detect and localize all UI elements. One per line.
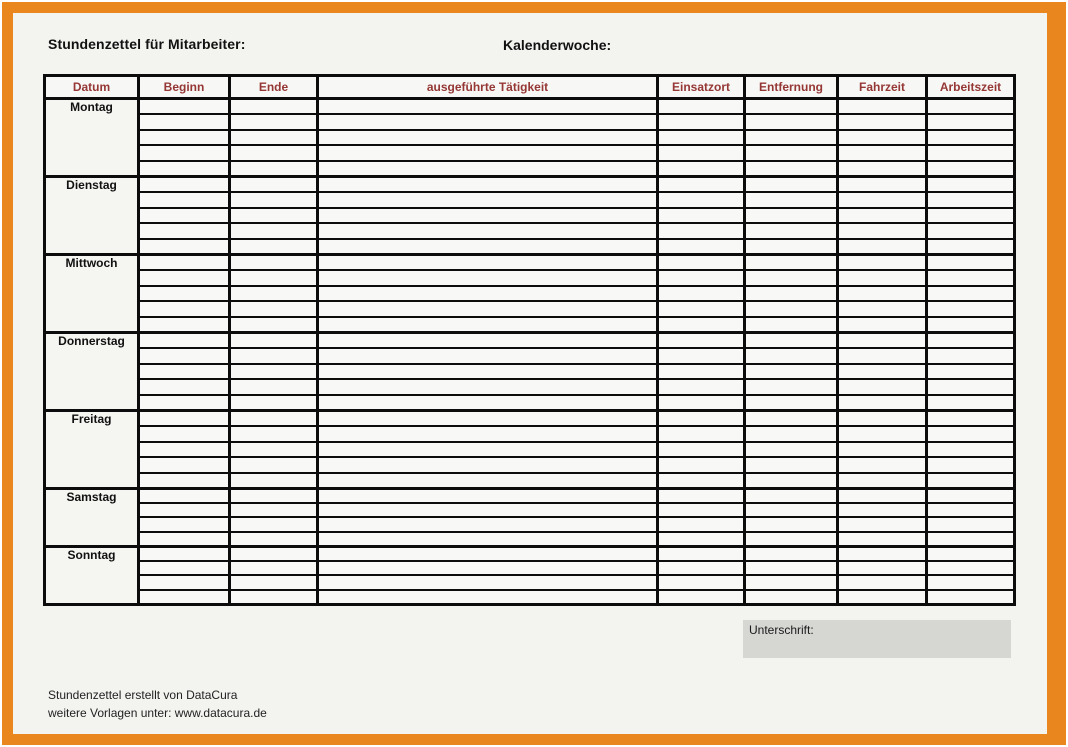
entry-cell-donnerstag[interactable]	[745, 379, 838, 395]
entry-cell-sonntag[interactable]	[139, 546, 230, 561]
entry-cell-donnerstag[interactable]	[139, 348, 230, 364]
table-row	[45, 517, 1015, 532]
table-row	[45, 590, 1015, 605]
entry-cell-sonntag[interactable]	[139, 561, 230, 576]
entry-cell-donnerstag[interactable]	[230, 364, 318, 380]
entry-cell-samstag[interactable]	[658, 517, 745, 532]
entry-cell-dienstag[interactable]	[927, 208, 1015, 224]
entry-cell-dienstag[interactable]	[230, 192, 318, 208]
footer-line-2: weitere Vorlagen unter: www.datacura.de	[48, 706, 267, 720]
table-row	[45, 575, 1015, 590]
entry-cell-mittwoch[interactable]	[318, 317, 658, 333]
entry-cell-dienstag[interactable]	[658, 176, 745, 192]
entry-cell-montag[interactable]	[139, 130, 230, 146]
entry-cell-sonntag[interactable]	[658, 590, 745, 605]
table-row	[45, 286, 1015, 302]
entry-cell-samstag[interactable]	[139, 517, 230, 532]
entry-cell-montag[interactable]	[745, 145, 838, 161]
entry-cell-freitag[interactable]	[139, 410, 230, 426]
entry-cell-montag[interactable]	[318, 145, 658, 161]
entry-cell-montag[interactable]	[838, 161, 927, 177]
entry-cell-mittwoch[interactable]	[745, 286, 838, 302]
entry-cell-mittwoch[interactable]	[658, 270, 745, 286]
entry-cell-mittwoch[interactable]	[139, 317, 230, 333]
entry-cell-donnerstag[interactable]	[658, 364, 745, 380]
entry-cell-mittwoch[interactable]	[318, 254, 658, 270]
table-row	[45, 254, 1015, 270]
entry-cell-dienstag[interactable]	[927, 192, 1015, 208]
entry-cell-montag[interactable]	[318, 161, 658, 177]
entry-cell-mittwoch[interactable]	[927, 254, 1015, 270]
entry-cell-samstag[interactable]	[318, 488, 658, 503]
entry-cell-donnerstag[interactable]	[139, 395, 230, 411]
entry-cell-sonntag[interactable]	[658, 561, 745, 576]
table-row	[45, 364, 1015, 380]
entry-cell-donnerstag[interactable]	[318, 379, 658, 395]
entry-cell-montag[interactable]	[927, 130, 1015, 146]
entry-cell-montag[interactable]	[139, 114, 230, 130]
entry-cell-sonntag[interactable]	[230, 546, 318, 561]
entry-cell-sonntag[interactable]	[318, 590, 658, 605]
table-row	[45, 223, 1015, 239]
entry-cell-freitag[interactable]	[745, 410, 838, 426]
column-header-6: Entfernung	[745, 76, 838, 99]
entry-cell-freitag[interactable]	[318, 410, 658, 426]
entry-cell-donnerstag[interactable]	[745, 395, 838, 411]
entry-cell-dienstag[interactable]	[745, 192, 838, 208]
entry-cell-freitag[interactable]	[658, 473, 745, 489]
entry-cell-mittwoch[interactable]	[139, 270, 230, 286]
entry-cell-montag[interactable]	[745, 130, 838, 146]
entry-cell-dienstag[interactable]	[927, 239, 1015, 255]
entry-cell-samstag[interactable]	[838, 503, 927, 518]
table-row	[45, 546, 1015, 561]
entry-cell-freitag[interactable]	[318, 426, 658, 442]
entry-cell-montag[interactable]	[230, 130, 318, 146]
table-row	[45, 532, 1015, 547]
entry-cell-montag[interactable]	[230, 145, 318, 161]
entry-cell-mittwoch[interactable]	[230, 301, 318, 317]
entry-cell-donnerstag[interactable]	[139, 364, 230, 380]
entry-cell-donnerstag[interactable]	[230, 379, 318, 395]
entry-cell-sonntag[interactable]	[230, 575, 318, 590]
entry-cell-donnerstag[interactable]	[139, 379, 230, 395]
entry-cell-samstag[interactable]	[927, 532, 1015, 547]
entry-cell-montag[interactable]	[230, 114, 318, 130]
entry-cell-donnerstag[interactable]	[927, 364, 1015, 380]
entry-cell-samstag[interactable]	[745, 503, 838, 518]
entry-cell-freitag[interactable]	[927, 426, 1015, 442]
entry-cell-montag[interactable]	[658, 99, 745, 115]
entry-cell-sonntag[interactable]	[745, 590, 838, 605]
table-row	[45, 348, 1015, 364]
entry-cell-donnerstag[interactable]	[230, 332, 318, 348]
column-header-5: Einsatzort	[658, 76, 745, 99]
entry-cell-sonntag[interactable]	[838, 561, 927, 576]
entry-cell-sonntag[interactable]	[927, 546, 1015, 561]
table-row	[45, 473, 1015, 489]
entry-cell-freitag[interactable]	[745, 473, 838, 489]
entry-cell-donnerstag[interactable]	[838, 348, 927, 364]
entry-cell-montag[interactable]	[927, 145, 1015, 161]
entry-cell-dienstag[interactable]	[139, 176, 230, 192]
entry-cell-freitag[interactable]	[139, 473, 230, 489]
entry-cell-dienstag[interactable]	[745, 223, 838, 239]
entry-cell-mittwoch[interactable]	[658, 317, 745, 333]
entry-cell-mittwoch[interactable]	[927, 270, 1015, 286]
table-row	[45, 208, 1015, 224]
entry-cell-donnerstag[interactable]	[838, 395, 927, 411]
entry-cell-freitag[interactable]	[139, 442, 230, 458]
entry-cell-mittwoch[interactable]	[230, 286, 318, 302]
entry-cell-dienstag[interactable]	[838, 223, 927, 239]
entry-cell-donnerstag[interactable]	[318, 348, 658, 364]
entry-cell-donnerstag[interactable]	[658, 332, 745, 348]
calendar-week-label: Kalenderwoche:	[503, 37, 612, 53]
entry-cell-montag[interactable]	[745, 161, 838, 177]
column-header-4: ausgeführte Tätigkeit	[318, 76, 658, 99]
table-row	[45, 442, 1015, 458]
entry-cell-montag[interactable]	[139, 145, 230, 161]
entry-cell-mittwoch[interactable]	[318, 301, 658, 317]
signature-label: Unterschrift:	[749, 623, 814, 637]
entry-cell-mittwoch[interactable]	[745, 254, 838, 270]
entry-cell-freitag[interactable]	[658, 442, 745, 458]
entry-cell-donnerstag[interactable]	[658, 348, 745, 364]
entry-cell-dienstag[interactable]	[139, 208, 230, 224]
column-header-1: Datum	[45, 76, 139, 99]
entry-cell-donnerstag[interactable]	[658, 395, 745, 411]
entry-cell-sonntag[interactable]	[318, 561, 658, 576]
entry-cell-dienstag[interactable]	[838, 239, 927, 255]
entry-cell-mittwoch[interactable]	[745, 301, 838, 317]
entry-cell-sonntag[interactable]	[745, 575, 838, 590]
entry-cell-donnerstag[interactable]	[927, 379, 1015, 395]
entry-cell-dienstag[interactable]	[838, 192, 927, 208]
entry-cell-donnerstag[interactable]	[745, 364, 838, 380]
entry-cell-samstag[interactable]	[745, 532, 838, 547]
column-header-7: Fahrzeit	[838, 76, 927, 99]
entry-cell-freitag[interactable]	[745, 442, 838, 458]
entry-cell-samstag[interactable]	[230, 517, 318, 532]
entry-cell-montag[interactable]	[745, 114, 838, 130]
entry-cell-dienstag[interactable]	[230, 176, 318, 192]
entry-cell-mittwoch[interactable]	[318, 270, 658, 286]
footer	[48, 686, 267, 722]
header-row	[45, 76, 1015, 99]
entry-cell-freitag[interactable]	[658, 426, 745, 442]
entry-cell-donnerstag[interactable]	[230, 395, 318, 411]
entry-cell-dienstag[interactable]	[318, 176, 658, 192]
entry-cell-samstag[interactable]	[927, 488, 1015, 503]
entry-cell-samstag[interactable]	[838, 517, 927, 532]
entry-cell-donnerstag[interactable]	[318, 395, 658, 411]
table-row	[45, 192, 1015, 208]
page-title: Stundenzettel für Mitarbeiter:	[48, 36, 246, 52]
entry-cell-mittwoch[interactable]	[139, 286, 230, 302]
entry-cell-freitag[interactable]	[927, 473, 1015, 489]
entry-cell-samstag[interactable]	[658, 503, 745, 518]
entry-cell-montag[interactable]	[658, 114, 745, 130]
entry-cell-sonntag[interactable]	[838, 575, 927, 590]
entry-cell-mittwoch[interactable]	[658, 301, 745, 317]
entry-cell-donnerstag[interactable]	[927, 395, 1015, 411]
table-row	[45, 395, 1015, 411]
entry-cell-sonntag[interactable]	[318, 546, 658, 561]
entry-cell-mittwoch[interactable]	[230, 270, 318, 286]
entry-cell-samstag[interactable]	[139, 488, 230, 503]
entry-cell-donnerstag[interactable]	[318, 332, 658, 348]
entry-cell-freitag[interactable]	[230, 426, 318, 442]
entry-cell-freitag[interactable]	[927, 442, 1015, 458]
entry-cell-mittwoch[interactable]	[139, 254, 230, 270]
entry-cell-donnerstag[interactable]	[838, 364, 927, 380]
entry-cell-mittwoch[interactable]	[318, 286, 658, 302]
entry-cell-donnerstag[interactable]	[745, 332, 838, 348]
entry-cell-dienstag[interactable]	[927, 223, 1015, 239]
entry-cell-freitag[interactable]	[318, 457, 658, 473]
entry-cell-freitag[interactable]	[230, 457, 318, 473]
entry-cell-montag[interactable]	[139, 99, 230, 115]
entry-cell-freitag[interactable]	[745, 457, 838, 473]
entry-cell-mittwoch[interactable]	[927, 317, 1015, 333]
entry-cell-sonntag[interactable]	[927, 590, 1015, 605]
entry-cell-montag[interactable]	[838, 145, 927, 161]
entry-cell-dienstag[interactable]	[658, 223, 745, 239]
entry-cell-dienstag[interactable]	[230, 239, 318, 255]
entry-cell-samstag[interactable]	[658, 532, 745, 547]
entry-cell-freitag[interactable]	[838, 457, 927, 473]
entry-cell-dienstag[interactable]	[318, 208, 658, 224]
day-label-dienstag: Dienstag	[45, 176, 139, 254]
entry-cell-donnerstag[interactable]	[838, 332, 927, 348]
entry-cell-dienstag[interactable]	[658, 208, 745, 224]
table-row	[45, 114, 1015, 130]
entry-cell-freitag[interactable]	[658, 410, 745, 426]
entry-cell-dienstag[interactable]	[318, 192, 658, 208]
entry-cell-freitag[interactable]	[658, 457, 745, 473]
entry-cell-freitag[interactable]	[139, 426, 230, 442]
entry-cell-dienstag[interactable]	[139, 239, 230, 255]
entry-cell-samstag[interactable]	[318, 517, 658, 532]
table-row	[45, 457, 1015, 473]
entry-cell-samstag[interactable]	[318, 532, 658, 547]
table-row	[45, 145, 1015, 161]
entry-cell-samstag[interactable]	[658, 488, 745, 503]
entry-cell-sonntag[interactable]	[658, 546, 745, 561]
entry-cell-mittwoch[interactable]	[838, 317, 927, 333]
entry-cell-montag[interactable]	[927, 99, 1015, 115]
entry-cell-freitag[interactable]	[838, 426, 927, 442]
entry-cell-sonntag[interactable]	[139, 590, 230, 605]
entry-cell-mittwoch[interactable]	[658, 254, 745, 270]
entry-cell-montag[interactable]	[230, 99, 318, 115]
entry-cell-freitag[interactable]	[230, 473, 318, 489]
footer-line-1: Stundenzettel erstellt von DataCura	[48, 688, 238, 702]
entry-cell-sonntag[interactable]	[838, 590, 927, 605]
entry-cell-mittwoch[interactable]	[230, 317, 318, 333]
entry-cell-sonntag[interactable]	[927, 561, 1015, 576]
entry-cell-dienstag[interactable]	[230, 223, 318, 239]
entry-cell-dienstag[interactable]	[658, 239, 745, 255]
entry-cell-donnerstag[interactable]	[139, 332, 230, 348]
entry-cell-montag[interactable]	[658, 130, 745, 146]
entry-cell-samstag[interactable]	[139, 532, 230, 547]
entry-cell-montag[interactable]	[838, 114, 927, 130]
entry-cell-mittwoch[interactable]	[838, 301, 927, 317]
column-header-2: Beginn	[139, 76, 230, 99]
entry-cell-freitag[interactable]	[318, 442, 658, 458]
entry-cell-mittwoch[interactable]	[745, 317, 838, 333]
entry-cell-freitag[interactable]	[318, 473, 658, 489]
entry-cell-dienstag[interactable]	[745, 176, 838, 192]
entry-cell-sonntag[interactable]	[838, 546, 927, 561]
entry-cell-dienstag[interactable]	[658, 192, 745, 208]
entry-cell-samstag[interactable]	[838, 488, 927, 503]
entry-cell-montag[interactable]	[838, 130, 927, 146]
entry-cell-mittwoch[interactable]	[838, 254, 927, 270]
entry-cell-sonntag[interactable]	[927, 575, 1015, 590]
entry-cell-sonntag[interactable]	[745, 546, 838, 561]
entry-cell-mittwoch[interactable]	[927, 286, 1015, 302]
entry-cell-samstag[interactable]	[230, 532, 318, 547]
table-row	[45, 488, 1015, 503]
signature-box[interactable]	[743, 620, 1011, 658]
entry-cell-mittwoch[interactable]	[658, 286, 745, 302]
column-header-8: Arbeitszeit	[927, 76, 1015, 99]
entry-cell-montag[interactable]	[318, 114, 658, 130]
entry-cell-samstag[interactable]	[927, 503, 1015, 518]
table-row	[45, 130, 1015, 146]
table-row	[45, 426, 1015, 442]
table-row	[45, 99, 1015, 115]
entry-cell-donnerstag[interactable]	[927, 332, 1015, 348]
entry-cell-samstag[interactable]	[745, 488, 838, 503]
entry-cell-sonntag[interactable]	[318, 575, 658, 590]
entry-cell-dienstag[interactable]	[230, 208, 318, 224]
orange-frame	[2, 2, 1066, 745]
entry-cell-dienstag[interactable]	[318, 223, 658, 239]
entry-cell-freitag[interactable]	[230, 410, 318, 426]
table-row	[45, 379, 1015, 395]
timesheet-table	[43, 74, 1016, 606]
entry-cell-mittwoch[interactable]	[230, 254, 318, 270]
entry-cell-samstag[interactable]	[838, 532, 927, 547]
entry-cell-donnerstag[interactable]	[927, 348, 1015, 364]
entry-cell-donnerstag[interactable]	[658, 379, 745, 395]
entry-cell-dienstag[interactable]	[139, 192, 230, 208]
day-label-donnerstag: Donnerstag	[45, 332, 139, 410]
table-row	[45, 301, 1015, 317]
entry-cell-samstag[interactable]	[139, 503, 230, 518]
entry-cell-freitag[interactable]	[745, 426, 838, 442]
entry-cell-freitag[interactable]	[838, 442, 927, 458]
entry-cell-samstag[interactable]	[230, 488, 318, 503]
entry-cell-montag[interactable]	[318, 99, 658, 115]
entry-cell-montag[interactable]	[139, 161, 230, 177]
entry-cell-montag[interactable]	[658, 145, 745, 161]
entry-cell-samstag[interactable]	[745, 517, 838, 532]
day-label-montag: Montag	[45, 99, 139, 177]
entry-cell-montag[interactable]	[658, 161, 745, 177]
day-label-mittwoch: Mittwoch	[45, 254, 139, 332]
entry-cell-freitag[interactable]	[927, 410, 1015, 426]
entry-cell-mittwoch[interactable]	[745, 270, 838, 286]
entry-cell-montag[interactable]	[318, 130, 658, 146]
entry-cell-mittwoch[interactable]	[139, 301, 230, 317]
table-row	[45, 332, 1015, 348]
entry-cell-freitag[interactable]	[838, 410, 927, 426]
entry-cell-mittwoch[interactable]	[927, 301, 1015, 317]
day-label-samstag: Samstag	[45, 488, 139, 546]
entry-cell-freitag[interactable]	[927, 457, 1015, 473]
entry-cell-montag[interactable]	[230, 161, 318, 177]
day-label-freitag: Freitag	[45, 410, 139, 488]
entry-cell-dienstag[interactable]	[139, 223, 230, 239]
entry-cell-dienstag[interactable]	[927, 176, 1015, 192]
table-row	[45, 270, 1015, 286]
entry-cell-montag[interactable]	[838, 99, 927, 115]
entry-cell-sonntag[interactable]	[658, 575, 745, 590]
entry-cell-samstag[interactable]	[318, 503, 658, 518]
entry-cell-donnerstag[interactable]	[838, 379, 927, 395]
day-label-sonntag: Sonntag	[45, 546, 139, 604]
entry-cell-montag[interactable]	[927, 161, 1015, 177]
table-row	[45, 176, 1015, 192]
entry-cell-dienstag[interactable]	[745, 208, 838, 224]
entry-cell-dienstag[interactable]	[745, 239, 838, 255]
entry-cell-montag[interactable]	[745, 99, 838, 115]
entry-cell-donnerstag[interactable]	[318, 364, 658, 380]
entry-cell-sonntag[interactable]	[745, 561, 838, 576]
entry-cell-freitag[interactable]	[838, 473, 927, 489]
entry-cell-mittwoch[interactable]	[838, 286, 927, 302]
table-row	[45, 561, 1015, 576]
entry-cell-donnerstag[interactable]	[745, 348, 838, 364]
column-header-3: Ende	[230, 76, 318, 99]
entry-cell-sonntag[interactable]	[139, 575, 230, 590]
entry-cell-samstag[interactable]	[927, 517, 1015, 532]
table-row	[45, 410, 1015, 426]
table-row	[45, 239, 1015, 255]
entry-cell-sonntag[interactable]	[230, 590, 318, 605]
entry-cell-mittwoch[interactable]	[838, 270, 927, 286]
entry-cell-samstag[interactable]	[230, 503, 318, 518]
entry-cell-freitag[interactable]	[230, 442, 318, 458]
entry-cell-dienstag[interactable]	[838, 176, 927, 192]
table-row	[45, 503, 1015, 518]
table-row	[45, 161, 1015, 177]
entry-cell-dienstag[interactable]	[318, 239, 658, 255]
entry-cell-montag[interactable]	[927, 114, 1015, 130]
entry-cell-dienstag[interactable]	[838, 208, 927, 224]
entry-cell-sonntag[interactable]	[230, 561, 318, 576]
table-row	[45, 317, 1015, 333]
entry-cell-donnerstag[interactable]	[230, 348, 318, 364]
entry-cell-freitag[interactable]	[139, 457, 230, 473]
